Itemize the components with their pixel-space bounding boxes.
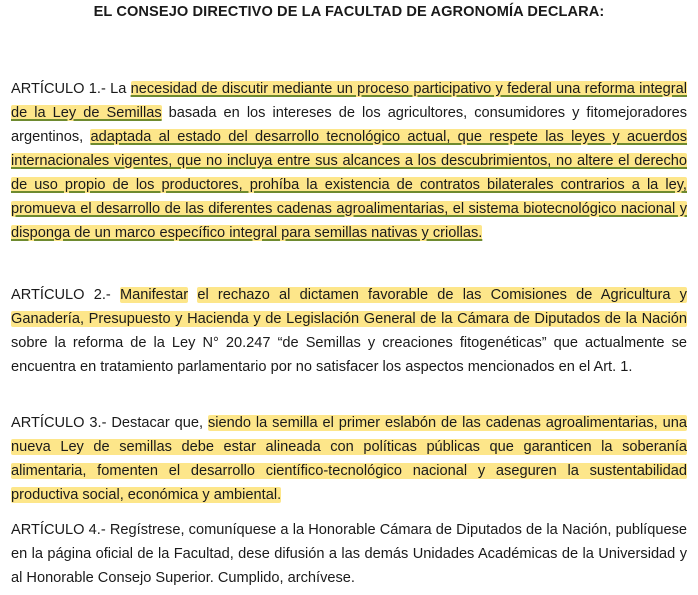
article-2-text [188, 287, 197, 303]
article-3-text: ARTÍCULO 3.- Destacar que, [11, 415, 208, 431]
article-1-highlight: adaptada al estado del desarrollo tecnológico actual, que respete las leyes y acuerdos internacionales vigentes, que no incluya entre sus alcances a los descubrimientos, no altere el derecho de uso propio de los productores, prohíba la existencia de contratos bilaterales contrarios a la ley, promueva el desarrollo de las diferentes cadenas agroalimentarias, el sistema biotecnológico nacional y disponga de un marco específico integral para semillas nativas y criollas. [11, 129, 688, 241]
article-3 [11, 411, 687, 507]
document-title: EL CONSEJO DIRECTIVO DE LA FACULTAD DE AGRONOMÍA DECLARA: [93, 4, 605, 20]
article-4-text: ARTÍCULO 4.- Regístrese, comuníquese a la Honorable Cámara de Diputados de la Nación, publíquese en la página oficial de la Facultad, dese difusión a las demás Unidades Académicas de la Universidad y al Honorable Consejo Superior. Cumplido, archívese. [11, 522, 687, 586]
article-1-text: ARTÍCULO 1.- La [11, 81, 131, 97]
article-2 [11, 283, 687, 379]
article-3-highlight: siendo la semilla el primer eslabón de las cadenas agroalimentarias, una nueva Ley de semillas debe estar alineada con políticas públicas que garanticen la soberanía alimentaria, fomenten el desarrollo científico-tecnológico nacional y aseguren la sustentabilidad productiva social, económica y ambiental. [11, 415, 687, 503]
article-2-text: sobre la reforma de la Ley N° 20.247 “de Semillas y creaciones fitogenéticas” que actualmente se encuentra en tratamiento parlamentario por no satisfacer los aspectos mencionados en el Art. 1. [11, 335, 687, 375]
article-1 [11, 77, 687, 245]
article-1-highlight: necesidad de discutir mediante un proceso participativo y federal una reforma integral de la Ley de Semillas [11, 81, 687, 121]
article-4 [11, 518, 687, 590]
article-2-highlight: el rechazo al dictamen favorable de las Comisiones de Agricultura y Ganadería, Presupuesto y Hacienda y de Legislación General de la Cámara de Diputados de la Nación [11, 287, 687, 327]
article-1-text: basada en los intereses de los agricultores, consumidores y fitomejoradores argentinos, [11, 105, 687, 145]
article-2-text: ARTÍCULO 2.- [11, 287, 120, 303]
article-2-highlight: Manifestar [119, 287, 189, 303]
